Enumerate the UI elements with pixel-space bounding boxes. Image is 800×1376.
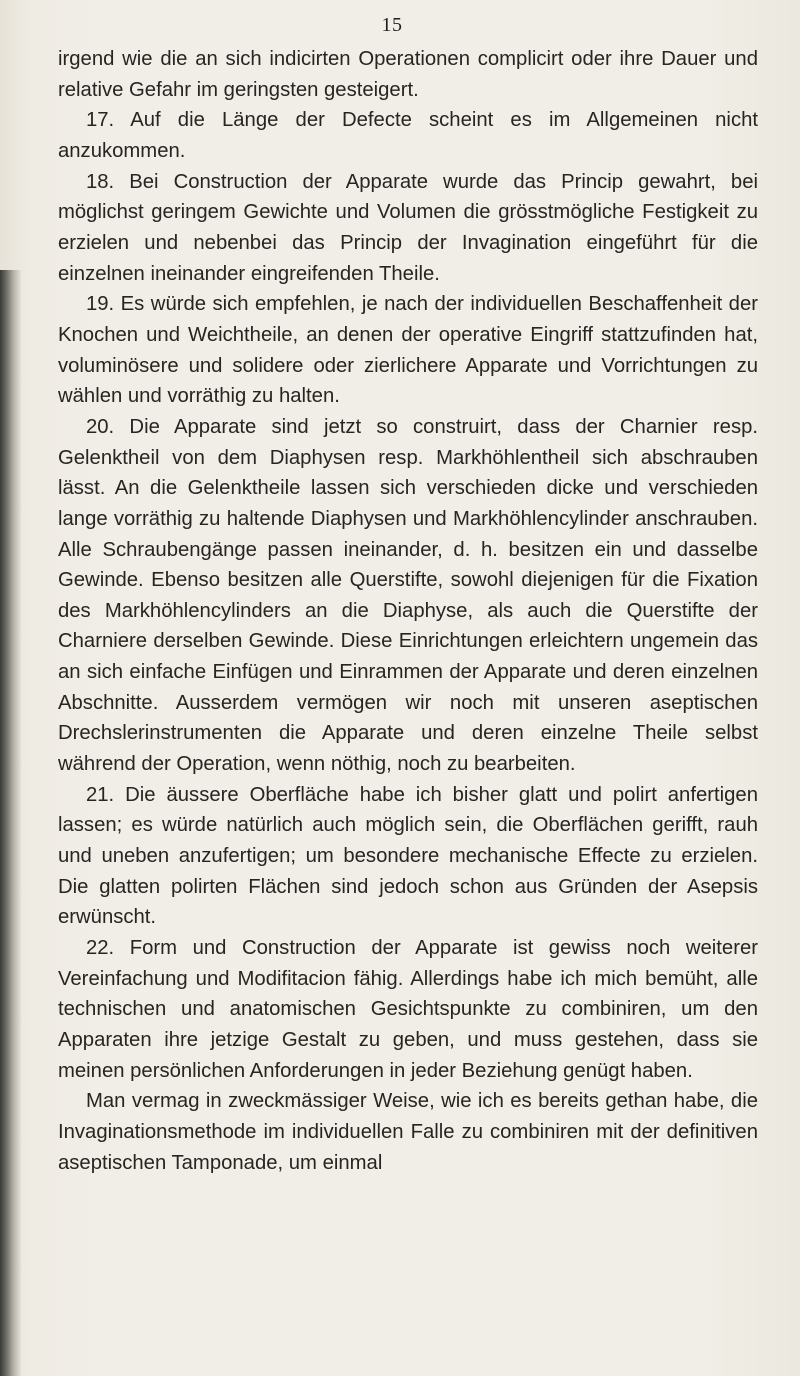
binding-shadow xyxy=(0,270,22,1376)
paragraph-item-22: 22. Form und Construction der Apparate ist gewiss noch weiterer Vereinfachung und Modifitacion fähig. Allerdings habe ich mich bemüht, alle technischen und anatomischen Gesichtspunkte zu combiniren, um den Apparaten ihre jetzige Gestalt zu geben, und muss gestehen, dass sie meinen persönlichen Anforderungen in jeder Beziehung genügt haben. xyxy=(58,937,758,1082)
paragraph-item-20: 20. Die Apparate sind jetzt so construirt, dass der Charnier resp. Gelenktheil von dem Diaphysen resp. Markhöhlentheil sich abschrauben lässt. An die Gelenktheile lassen sich verschieden dicke und verschieden lange vorräthig zu haltende Diaphysen und Markhöhlencylinder anschrauben. Alle Schraubengänge passen ineinander, d. h. besitzen ein und dasselbe Gewinde. Ebenso besitzen alle Querstifte, sowohl diejenigen für die Fixation des Markhöhlencylinders an die Diaphyse, als auch die Querstifte der Charniere derselben Gewinde. Diese Einrichtungen erleichtern ungemein das an sich einfache Einfügen und Einrammen der Apparate und deren einzelnen Abschnitte. Ausserdem vermögen wir noch mit unseren aseptischen Drechslerinstrumenten die Apparate und deren einzelne Theile selbst während der Operation, wenn nöthig, noch zu bearbeiten. xyxy=(58,415,758,776)
paragraph-closing: Man vermag in zweckmässiger Weise, wie ich es bereits gethan habe, die Invaginationsmethode im individuellen Falle zu combiniren mit der definitiven aseptischen Tamponade, um einmal xyxy=(58,1090,758,1174)
body-text xyxy=(58,44,758,1178)
paragraph-item-19: 19. Es würde sich empfehlen, je nach der individuellen Beschaffenheit der Knochen und Weichtheile, an denen der operative Eingriff stattzufinden hat, voluminösere und solidere oder zierlichere Apparate und Vorrichtungen zu wählen und vorräthig zu halten. xyxy=(58,293,758,408)
page-number: 15 xyxy=(381,14,403,36)
paragraph-continuation: irgend wie die an sich indicirten Operationen complicirt oder ihre Dauer und relative Gefahr im geringsten gesteigert. xyxy=(58,48,758,101)
paragraph-item-21: 21. Die äussere Oberfläche habe ich bisher glatt und polirt anfertigen lassen; es würde natürlich auch möglich sein, die Oberflächen gerifft, rauh und uneben anzufertigen; um besondere mechanische Effecte zu erzielen. Die glatten polirten Flächen sind jedoch schon aus Gründen der Asepsis erwünscht. xyxy=(58,783,758,929)
paragraph-item-17: 17. Auf die Länge der Defecte scheint es im Allgemeinen nicht anzukommen. xyxy=(58,109,758,162)
paragraph-item-18: 18. Bei Construction der Apparate wurde das Princip gewahrt, bei möglichst geringem Gewichte und Volumen die grösstmögliche Festigkeit zu erzielen und nebenbei das Princip der Invagination eingeführt für die einzelnen ineinander eingreifenden Theile. xyxy=(58,170,758,285)
